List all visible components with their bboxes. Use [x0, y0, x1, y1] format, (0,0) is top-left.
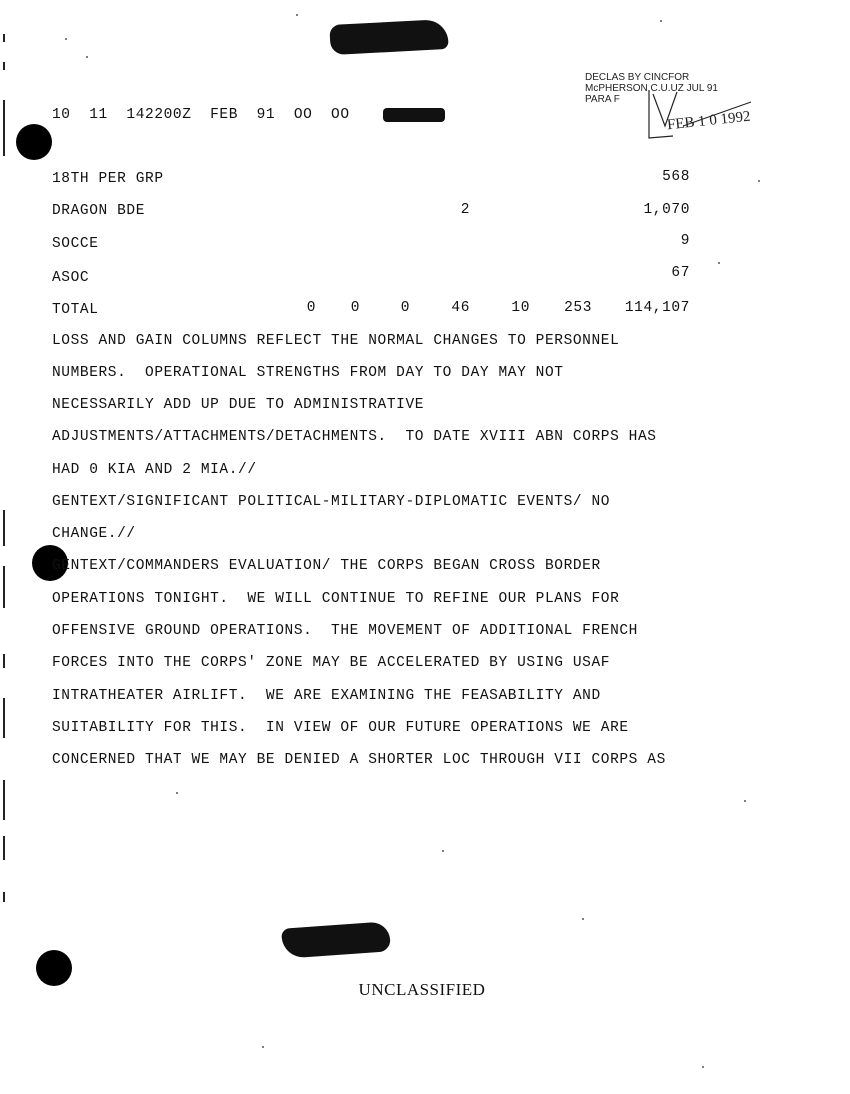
row-total-value: 1,070	[643, 202, 690, 218]
row-label: SOCCE	[52, 236, 99, 252]
body-line: NECESSARILY ADD UP DUE TO ADMINISTRATIVE	[52, 397, 425, 413]
stamp-date: FEB 1 0 1992	[666, 108, 752, 134]
body-line: CONCERNED THAT WE MAY BE DENIED A SHORTER LOC THROUGH VII CORPS AS	[52, 752, 666, 768]
body-line: SUITABILITY FOR THIS. IN VIEW OF OUR FUTURE OPERATIONS WE ARE	[52, 720, 629, 736]
scan-speck	[296, 14, 298, 16]
row-total-value: 67	[671, 265, 690, 281]
row-col-3: 0	[400, 300, 410, 316]
row-total-value: 568	[662, 169, 690, 185]
edge-mark	[3, 100, 5, 156]
redaction-bottom	[281, 921, 391, 958]
edge-mark	[3, 654, 5, 668]
edge-mark	[3, 510, 5, 546]
edge-mark	[3, 62, 5, 70]
punch-hole-top	[16, 124, 52, 160]
body-line: OPERATIONS TONIGHT. WE WILL CONTINUE TO REFINE OUR PLANS FOR	[52, 591, 620, 607]
scan-speck	[758, 180, 760, 182]
redaction-header	[383, 108, 445, 122]
scan-speck	[176, 792, 178, 794]
row-col-1: 0	[306, 300, 316, 316]
scan-speck	[262, 1046, 264, 1048]
scan-speck	[582, 918, 584, 920]
body-line: GENTEXT/COMMANDERS EVALUATION/ THE CORPS BEGAN CROSS BORDER	[52, 558, 601, 574]
stamp-line-1: DECLAS BY CINCFOR	[585, 72, 690, 83]
classification-marking: UNCLASSIFIED	[358, 980, 486, 999]
body-line: LOSS AND GAIN COLUMNS REFLECT THE NORMAL CHANGES TO PERSONNEL	[52, 333, 620, 349]
row-col-4: 46	[451, 300, 470, 316]
scan-speck	[744, 800, 746, 802]
row-label: DRAGON BDE	[52, 203, 146, 219]
row-total-value: 114,107	[624, 300, 690, 316]
declassification-stamp	[585, 72, 765, 144]
message-header: 10 11 142200Z FEB 91 OO OO	[52, 107, 350, 123]
row-col-4: 2	[460, 202, 470, 218]
scan-speck	[442, 850, 444, 852]
body-line: FORCES INTO THE CORPS' ZONE MAY BE ACCELERATED BY USING USAF	[52, 655, 611, 671]
body-line: HAD 0 KIA AND 2 MIA.//	[52, 462, 257, 478]
row-col-5: 10	[511, 300, 530, 316]
body-line: CHANGE.//	[52, 526, 136, 542]
stamp-line-3: PARA F	[585, 94, 620, 105]
scan-speck	[660, 20, 662, 22]
scan-speck	[86, 56, 88, 58]
edge-mark	[3, 892, 5, 902]
edge-mark	[3, 566, 5, 608]
edge-mark	[3, 780, 5, 820]
body-line: NUMBERS. OPERATIONAL STRENGTHS FROM DAY TO DAY MAY NOT	[52, 365, 564, 381]
stamp-line-2: McPHERSON C.U.UZ JUL 91	[585, 83, 718, 94]
body-line: GENTEXT/SIGNIFICANT POLITICAL-MILITARY-DIPLOMATIC EVENTS/ NO	[52, 494, 611, 510]
row-label: 18TH PER GRP	[52, 171, 164, 187]
row-label: TOTAL	[52, 302, 99, 318]
body-line: ADJUSTMENTS/ATTACHMENTS/DETACHMENTS. TO DATE XVIII ABN CORPS HAS	[52, 429, 657, 445]
edge-mark	[3, 698, 5, 738]
edge-mark	[3, 836, 5, 860]
body-line: OFFENSIVE GROUND OPERATIONS. THE MOVEMENT OF ADDITIONAL FRENCH	[52, 623, 638, 639]
scan-speck	[702, 1066, 704, 1068]
row-col-6: 253	[564, 300, 592, 316]
body-line: INTRATHEATER AIRLIFT. WE ARE EXAMINING THE FEASABILITY AND	[52, 688, 601, 704]
scan-speck	[65, 38, 67, 40]
edge-mark	[3, 34, 5, 42]
redaction-top	[329, 19, 448, 55]
row-col-2: 0	[350, 300, 360, 316]
row-label: ASOC	[52, 270, 90, 286]
scan-speck	[718, 262, 720, 264]
row-total-value: 9	[680, 233, 690, 249]
